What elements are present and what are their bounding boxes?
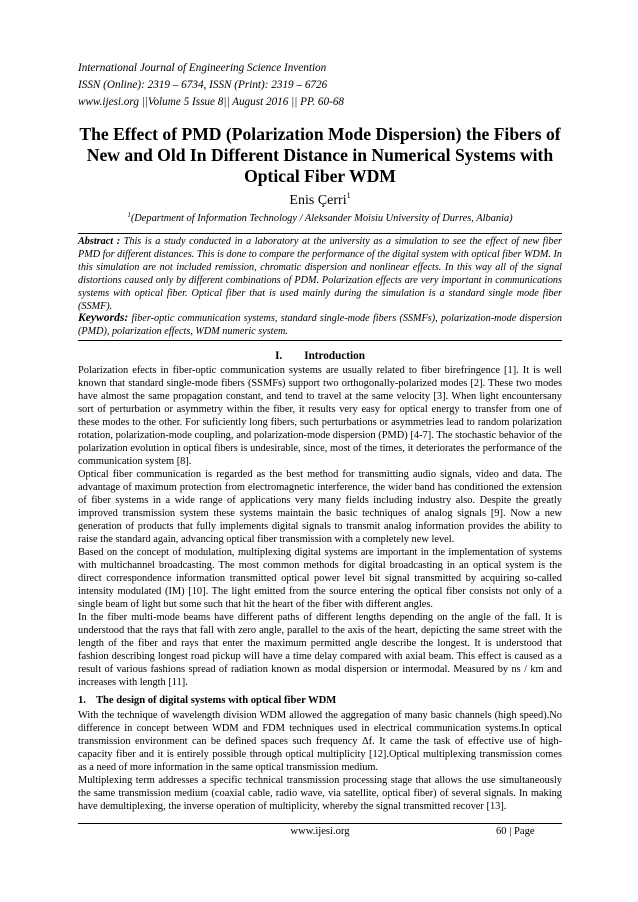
page-number: 60 | Page xyxy=(496,826,535,837)
affiliation xyxy=(78,211,562,224)
subsection-title: The design of digital systems with optical fiber WDM xyxy=(95,695,337,706)
abstract-label: Abstract : xyxy=(78,236,121,247)
paragraph: Based on the concept of modulation, multiplexing digital systems are important in the implementation of systems with multichannel broadcasting. The most common methods for digital broadcasting in an optical system is the direct correspondence information transmitted optical power level bit signal transmitted by acquiring so-called intensity modulated (IM) [10]. The light emitted from the source entering the optical fiber consists not only of a single beam of light but some such that hit the heart of the fiber with different angles. xyxy=(78,547,562,610)
affil-mark: 1 xyxy=(127,211,131,219)
abstract xyxy=(78,236,562,313)
subsection-heading xyxy=(78,695,336,706)
author-affil-mark: 1 xyxy=(346,191,351,200)
paragraph: With the technique of wavelength division WDM allowed the aggregation of many basic channels (high speed).No difference in concept between WDM and FDM techniques used in electrical communication systems.In optical transmission environment can be defined spaces such frequency Δf. It came the task of effective use of high-capacity fiber and it is entirely possible through optical multiplicity [12].Optical multiplexing transmission comes as a need of more information in the same optical transmission medium. xyxy=(78,710,562,773)
title-line: New and Old In Different Distance in Numerical Systems with xyxy=(86,145,554,165)
abstract-text: This is a study conducted in a laboratory at the university as a simulation to see the effect of new fiber PMD for different distances. This is done to compare the performance of the digital system with optical fiber WDM. In this simulation are not included remission, chromatic dispersion and nonlinear effects. In this way all of the signal distortions caused only by different combinations of PDM. Polarization effects are very important in communications systems with optical fiber. Optical fiber that is used mainly during the simulation is a standard single mode fiber (SSMF). xyxy=(78,236,562,312)
affiliation-text: (Department of Information Technology / Aleksander Moisiu University of Durres, Albania) xyxy=(130,213,513,224)
footer-url-link[interactable]: www.ijesi.org xyxy=(290,826,350,837)
journal-name: International Journal of Engineering Science Invention xyxy=(78,62,327,74)
section-number: I. xyxy=(275,350,283,362)
subsection-body xyxy=(78,709,562,813)
journal-volume-link[interactable]: www.ijesi.org ||Volume 5 Issue 8|| August 2016 || PP. 60-68 xyxy=(78,96,345,108)
keywords xyxy=(78,312,562,339)
author-name: Enis Çerri xyxy=(289,193,347,208)
paragraph: Polarization efects in fiber-optic communication systems are usually related to fiber birefringence [1]. It is well known that standard single-mode fibers (SSMFs) support two orthogonally-polarized modes [2]. These two modes have almost the same propagation constant, and tend to travel at the same velocity [3]. When light encountersany sort of perturbation or asymmetry within the fiber, it results very easy for optical energy to transfer from one of these modes to the other. For suficiently long fibers, such perturbations or asymmetries lead to random polarization rotation, polarization-mode coupling, and polarization-mode dispersion (PMD) [4-7]. The stochastic behavior of the polarization evolution in optical fibers is undesirable, since, most of the times, it deteriorates the performance of the communication system [8]. xyxy=(78,365,562,467)
paragraph: In the fiber multi-mode beams have different paths of different lengths depending on the angle of the fall. It is understood that the rays that fall with zero angle, parallel to the axis of the heart, depicting the same street with the length of the fiber and rays that enter the maximum permitted angle describe the longest. It is understood that fashion describing longest road pickup will have a time delay compared with axial beam. This effect is caused as a result of various fashions spread of radiation known as modal dispersion or intermodal. Measured by ns / km and increases with length [11]. xyxy=(78,612,562,688)
header-divider xyxy=(78,233,562,234)
keywords-label: Keywords: xyxy=(78,311,129,324)
paper-title xyxy=(78,124,562,187)
title-line: The Effect of PMD (Polarization Mode Dispersion) the Fibers of xyxy=(79,124,561,144)
journal-issn: ISSN (Online): 2319 – 6734, ISSN (Print): 2319 – 6726 xyxy=(78,79,328,91)
journal-header xyxy=(78,60,344,111)
footer-divider xyxy=(78,823,562,824)
introduction-body xyxy=(78,364,562,689)
paragraph: Optical fiber communication is regarded as the best method for transmitting audio signals, video and data. The advantage of maximum protection from electromagnetic interference, the wider band has conditioned the extension of fiber systems in a wide range of applications very many fields including industry also. Despite the greatly improved transmission system these systems maintain the basic techniques of analog signals [9]. Now a new generation of products that fully implements digital signals to transmit analog information provides the ability to raise the standard again, advancing optical fiber transmission with a completely new level. xyxy=(78,469,562,545)
subsection-number: 1. xyxy=(78,695,86,706)
paragraph: Multiplexing term addresses a specific technical transmission processing stage that allows the use simultaneously the same transmission medium (coaxial cable, radio wave, via satellite, optical fiber) of several signals. In making have demultiplexing, the inverse operation of multiplicity, whereby the signal transmitted recover [13]. xyxy=(78,775,562,812)
section-heading xyxy=(78,350,562,362)
keywords-text: fiber-optic communication systems, standard single-mode fibers (SSMFs), polarization-mode dispersion (PMD), polarization effects, WDM numeric system. xyxy=(78,313,562,337)
author xyxy=(78,191,562,209)
section-title: Introduction xyxy=(304,350,365,362)
abstract-divider xyxy=(78,340,562,341)
title-line: Optical Fiber WDM xyxy=(244,166,396,186)
